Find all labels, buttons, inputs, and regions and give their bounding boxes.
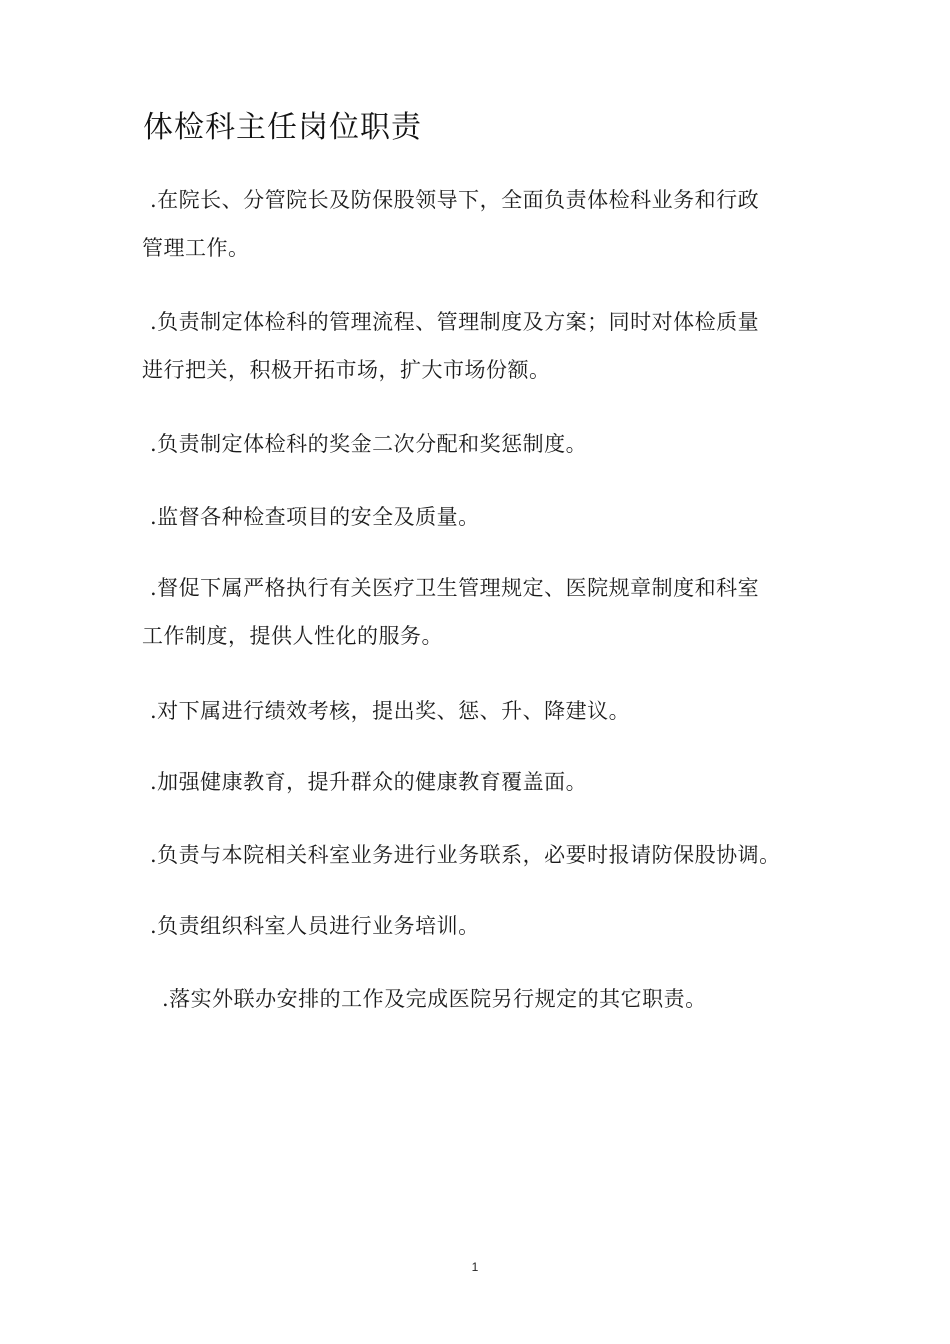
paragraph-line: .监督各种检查项目的安全及质量。 <box>150 505 480 529</box>
paragraph-8 <box>150 831 781 879</box>
paragraph-line: .加强健康教育，提升群众的健康教育覆盖面。 <box>150 770 588 794</box>
paragraph-line: .负责制定体检科的奖金二次分配和奖惩制度。 <box>150 432 588 456</box>
paragraph-1 <box>142 176 760 272</box>
paragraph-9 <box>150 902 480 950</box>
paragraph-6 <box>150 687 630 735</box>
paragraph-10 <box>162 975 707 1023</box>
paragraph-3 <box>150 420 587 468</box>
paragraph-line: .落实外联办安排的工作及完成医院另行规定的其它职责。 <box>162 987 707 1011</box>
paragraph-line: .负责组织科室人员进行业务培训。 <box>150 914 480 938</box>
paragraph-line: 进行把关，积极开拓市场，扩大市场份额。 <box>142 358 551 382</box>
paragraph-line: .负责制定体检科的管理流程、管理制度及方案；同时对体检质量 <box>150 310 760 334</box>
paragraph-line: .督促下属严格执行有关医疗卫生管理规定、医院规章制度和科室 <box>150 576 760 600</box>
paragraph-line: 管理工作。 <box>142 236 250 260</box>
paragraph-2 <box>142 298 760 394</box>
paragraph-line: 工作制度，提供人性化的服务。 <box>142 624 443 648</box>
paragraph-4 <box>150 493 480 541</box>
paragraph-7 <box>150 758 587 806</box>
paragraph-line: .在院长、分管院长及防保股领导下，全面负责体检科业务和行政 <box>150 188 760 212</box>
paragraph-line: .负责与本院相关科室业务进行业务联系，必要时报请防保股协调。 <box>150 843 781 867</box>
paragraph-5 <box>142 564 760 660</box>
page-number: 1 <box>471 1260 479 1274</box>
document-title: 体检科主任岗位职责 <box>143 110 422 145</box>
paragraph-line: .对下属进行绩效考核，提出奖、惩、升、降建议。 <box>150 699 631 723</box>
